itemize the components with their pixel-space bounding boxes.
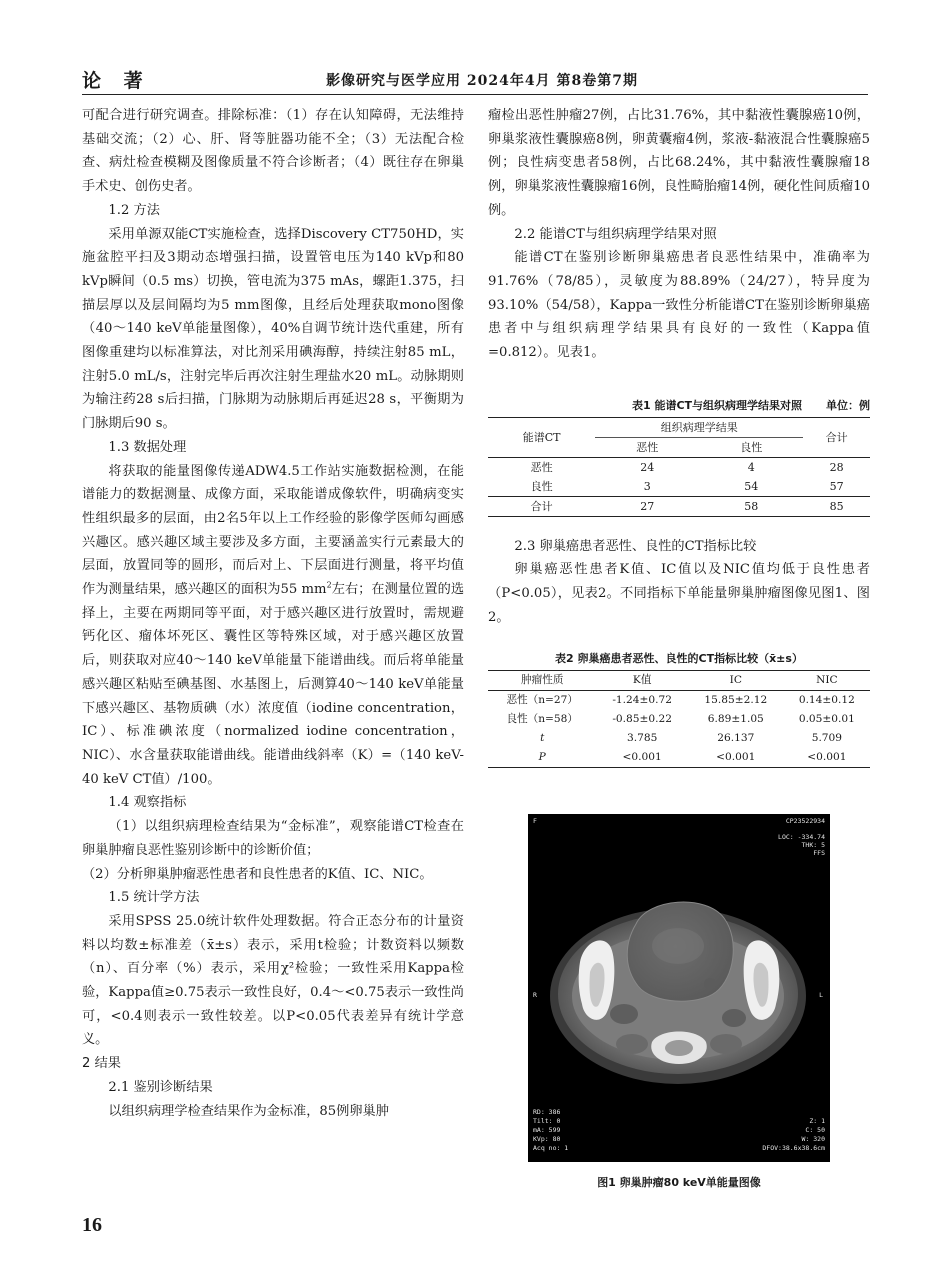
overlay-z: Z: 1 <box>809 1117 825 1125</box>
table1-header-total: 合计 <box>803 417 870 457</box>
overlay-ffs: FFS <box>813 849 825 857</box>
table-cell: 6.89±1.05 <box>707 712 764 725</box>
table-cell: 良性 <box>488 477 595 497</box>
table-cell: 良性（n=58） <box>506 712 579 725</box>
table-row <box>488 748 870 768</box>
overlay-ma: mA: 599 <box>533 1126 561 1134</box>
table-cell: 4 <box>747 460 755 474</box>
gluteal-muscle <box>710 1034 742 1054</box>
statistics-paragraph: 采用SPSS 25.0统计软件处理数据。符合正态分布的计量资料以均数±标准差（x̄±s）表示，采用t检验；计数资料以频数（n）、百分率（%）表示，采用χ²检验；一致性采用Kappa检验，Kappa值≥0.75表示一致性良好，0.4～<0.75表示一致性尚可，<0.4则表示一致性较差。以P<0.05代表差异有统计学意义。 <box>82 913 464 1048</box>
table1-header-benign: 良性 <box>699 437 803 457</box>
sacral-canal <box>665 1040 693 1056</box>
figure1-caption: 图1 卵巢肿瘤80 keV单能量图像 <box>597 1176 761 1189</box>
table-cell: 3 <box>595 477 699 497</box>
overlay-rd: RD: 386 <box>533 1108 561 1116</box>
table-cell: <0.001 <box>807 750 847 763</box>
data-text-b: 左右；在测量位置的选择上，主要在两期同等平面，对于感兴趣区进行放置时，需规避钙化区、瘤体坏死区、囊性区等特殊区域，对于感兴趣区放置后，则获取对应40～140 keV单能量下能谱曲线。而后将单能量感兴趣区粘贴至碘基图、水基图上，后测算40～140 keV单能量下感兴趣区、基物质碘（水）浓度值（iodine concentration，IC）、标准碘浓度（normalized iodine concentration，NIC）、水含量获取能谱曲线。能谱曲线斜率（K）=（140 keV-40 keV CT值）/100。 <box>82 582 465 787</box>
table-cell: -1.24±0.72 <box>612 693 672 706</box>
table-row <box>488 729 870 748</box>
table-cell: 0.05±0.01 <box>798 712 855 725</box>
heading-1-5: 1.5 统计学方法 <box>108 890 200 906</box>
table1 <box>488 417 870 517</box>
table-cell: 58 <box>744 499 759 513</box>
heading-1-3: 1.3 数据处理 <box>108 439 187 455</box>
table-cell: 15.85±2.12 <box>704 693 768 706</box>
table-cell: 3.785 <box>627 731 658 744</box>
table1-header-group: 组织病理学结果 <box>595 417 803 437</box>
overlay-thk: THK: 5 <box>801 841 825 849</box>
observation-item-1: （1）以组织病理检查结果为“金标准”，观察能谱CT检查在卵巢肿瘤良恶性鉴别诊断中的诊断价值； <box>82 819 464 858</box>
table-cell: <0.001 <box>622 750 662 763</box>
overlay-orientation-left: R <box>533 991 537 999</box>
heading-2-3: 2.3 卵巢癌患者恶性、良性的CT指标比较 <box>514 538 757 554</box>
section-label: 论 著 <box>82 70 151 92</box>
overlay-dfov: DFOV:38.6x38.6cm <box>762 1144 825 1152</box>
table-row <box>488 477 870 497</box>
diagnosis-paragraph-start: 以组织病理学检查结果作为金标准，85例卵巢肿 <box>108 1103 389 1119</box>
heading-2-1: 2.1 鉴别诊断结果 <box>108 1079 213 1095</box>
overlay-orientation-right: L <box>819 991 823 999</box>
data-processing-paragraph <box>82 460 464 792</box>
header-rule <box>82 94 868 95</box>
observation-item-2: （2）分析卵巢肿瘤恶性患者和良性患者的K值、IC、NIC。 <box>82 866 433 882</box>
overlay-c: C: 50 <box>805 1126 825 1134</box>
table-row <box>488 690 870 710</box>
cyst-locule <box>704 978 716 990</box>
table-cell: 合计 <box>530 499 553 513</box>
overlay-acq: Acq no: 1 <box>533 1144 569 1152</box>
table-cell: 恶性（n=27） <box>506 693 579 706</box>
table1-header-ct: 能谱CT <box>488 417 595 457</box>
table-cell: 85 <box>829 499 844 513</box>
table1-caption: 表1 能谱CT与组织病理学结果对照 <box>631 398 803 412</box>
overlay-id: CP23522934 <box>785 817 825 825</box>
overlay-w: W: 320 <box>801 1135 825 1143</box>
table2 <box>488 670 870 768</box>
heading-2: 2 结果 <box>82 1056 121 1072</box>
table2-caption: 表2 卵巢癌患者恶性、良性的CT指标比较（x̄±s） <box>555 651 803 665</box>
table-cell: P <box>538 750 546 763</box>
overlay-kvp: KVp: 80 <box>533 1135 561 1143</box>
overlay-tilt: Tilt: 0 <box>533 1117 561 1125</box>
table-cell: 恶性 <box>530 460 553 474</box>
table2-header: IC <box>688 670 784 690</box>
ct-scan-figure <box>528 814 830 1162</box>
heading-1-4: 1.4 观察指标 <box>108 795 187 811</box>
table-row <box>488 496 870 516</box>
bowel-loop <box>722 1009 746 1027</box>
table2-header: NIC <box>784 670 870 690</box>
table-cell: 26.137 <box>717 731 755 744</box>
comparison-paragraph: 能谱CT在鉴别诊断卵巢癌患者良恶性结果中，准确率为91.76%（78/85），灵敏度为88.89%（24/27），特异度为93.10%（54/58），Kappa一致性分析能谱CT在鉴别诊断卵巢癌患者中与组织病理学结果具有良好的一致性（Kappa值=0.812）。见表1。 <box>488 250 870 361</box>
table-cell: 27 <box>640 499 655 513</box>
table-cell: 28 <box>829 460 844 474</box>
diagnosis-paragraph-cont: 瘤检出恶性肿瘤27例，占比31.76%，其中黏液性囊腺癌10例，卵巢浆液性囊腺癌8例，卵黄囊瘤4例，浆液-黏液混合性囊腺癌5例；良性病变患者58例，占比68.24%，其中黏液性囊腺瘤18例，卵巢浆液性囊腺瘤16例，良性畸胎瘤14例，硬化性间质瘤10例。 <box>488 108 870 218</box>
ct-scan-image <box>528 814 830 1162</box>
overlay-loc: LOC: -334.74 <box>778 833 825 841</box>
table2-header: 肿瘤性质 <box>488 670 596 690</box>
table-cell: 57 <box>803 477 870 497</box>
table2-header: K值 <box>596 670 687 690</box>
overlay-orientation-top: F <box>533 817 537 825</box>
heading-1-2: 1.2 方法 <box>108 202 160 218</box>
heading-2-2: 2.2 能谱CT与组织病理学结果对照 <box>514 226 717 242</box>
table1-caption-row <box>488 397 870 415</box>
table-cell: 5.709 <box>811 731 843 744</box>
journal-header: 影像研究与医学应用 2024年4月 第8卷第7期 <box>326 73 638 89</box>
bowel-loop <box>610 1004 638 1024</box>
table-cell: 24 <box>640 460 655 474</box>
gluteal-muscle <box>616 1034 648 1054</box>
data-text-a: 将获取的能量图像传递ADW4.5工作站实施数据检测，在能谱能力的数据测量、成像方面，采取能谱成像软件，明确病变实性组织最多的层面，由2名5年以上工作经验的影像学医师勾画感兴趣区。感兴趣区域主要涉及多方面，主要涵盖实行元素最大的层面，放置同等的圆形，而后对上、下层面进行测量，将平均值作为测量结果，感兴趣区的面积为55 mm <box>82 463 464 598</box>
exclusion-paragraph: 可配合进行研究调查。排除标准：（1）存在认知障碍，无法维持基础交流；（2）心、肝、肾等脏器功能不全；（3）无法配合检查、病灶检查模糊及图像质量不符合诊断者；（4）既往存在卵巢手术史、创伤史者。 <box>82 108 464 195</box>
table1-unit: 单位：例 <box>826 398 870 412</box>
right-column <box>488 104 870 768</box>
table-row <box>488 457 870 477</box>
method-paragraph: 采用单源双能CT实施检查，选择Discovery CT750HD，实施盆腔平扫及3期动态增强扫描，设置管电压为140 kVp和80 kVp瞬间（0.5 ms）切换，管电流为375 mAs，螺距1.375，扫描层厚以及层间隔均为5 mm图像，且经后处理获取mono图像（40～140 keV单能量图像），40%自调节统计迭代重建，所有图像重建均以标准算法，对比剂采用碘海醇，持续注射85 mL，注射5.0 mL/s，注射完毕后再次注射生理盐水20 mL。动脉期则为输注药28 s后扫描，门脉期为动脉期后再延迟28 s，平衡期为门脉期后90 s。 <box>82 226 464 432</box>
table-cell: 0.14±0.12 <box>798 693 855 706</box>
mass-solid-part <box>652 928 704 964</box>
indices-paragraph: 卵巢癌恶性患者K值、IC值以及NIC值均低于良性患者（P<0.05），见表2。不同指标下单能量卵巢肿瘤图像见图1、图2。 <box>488 562 870 625</box>
table-cell: t <box>540 731 545 744</box>
table-cell: -0.85±0.22 <box>612 712 672 725</box>
superscript: 2 <box>326 580 332 590</box>
table1-header-malignant: 恶性 <box>595 437 699 457</box>
table-row <box>488 710 870 729</box>
table-cell: 54 <box>699 477 803 497</box>
left-column <box>82 104 464 1123</box>
page-number: 16 <box>82 1214 102 1236</box>
table-cell: <0.001 <box>716 750 756 763</box>
